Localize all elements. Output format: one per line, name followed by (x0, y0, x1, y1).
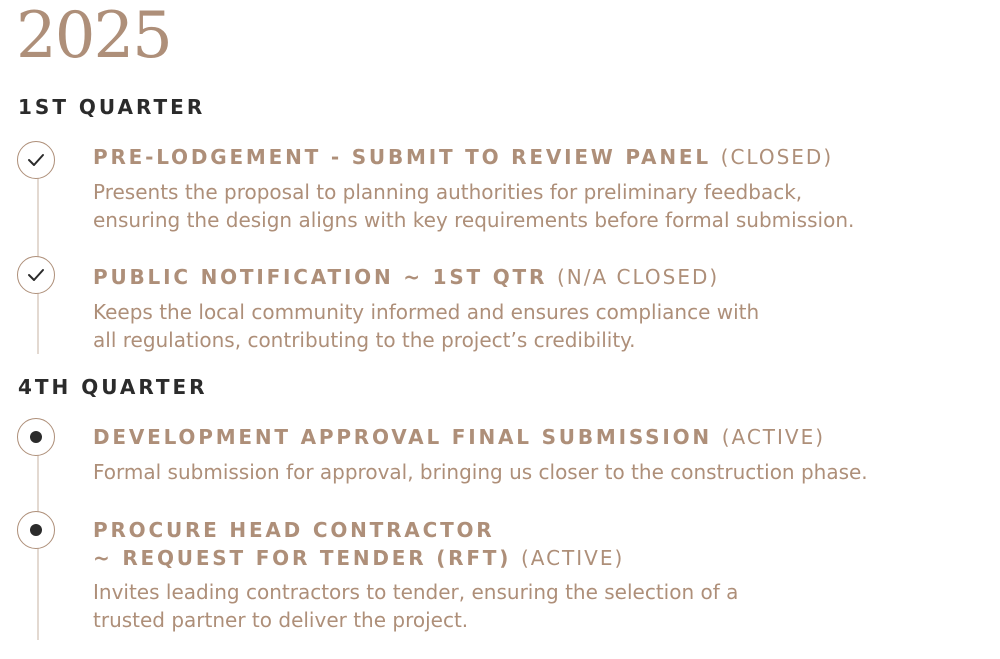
description-line: Keeps the local community informed and ensures compliance with (93, 300, 760, 324)
active-dot-icon (30, 524, 42, 536)
milestone-title-text: PRE-LODGEMENT - SUBMIT TO REVIEW PANEL (93, 145, 711, 169)
active-marker (17, 511, 55, 549)
description-line: ensuring the design aligns with key requirements before formal submission. (93, 208, 855, 232)
description-line: Presents the proposal to planning authorities for preliminary feedback, (93, 180, 803, 204)
milestone-status: (ACTIVE) (520, 546, 625, 570)
active-marker (17, 418, 55, 456)
quarter-heading-q1: 1ST QUARTER (18, 95, 206, 119)
milestone-title (93, 516, 624, 572)
quarter-heading-q4: 4TH QUARTER (18, 375, 208, 399)
milestone-title-text: DEVELOPMENT APPROVAL FINAL SUBMISSION (93, 425, 712, 449)
checkmark-icon (27, 268, 45, 282)
milestone-title-text: ~ REQUEST FOR TENDER (RFT) (93, 546, 512, 570)
milestone-status: (N/A CLOSED) (556, 265, 720, 289)
completed-marker (17, 141, 55, 179)
description-line: Invites leading contractors to tender, ensuring the selection of a (93, 580, 739, 604)
milestone-title (93, 143, 833, 171)
milestone-status: (CLOSED) (720, 145, 834, 169)
milestone-description (93, 458, 868, 486)
milestone-title (93, 263, 719, 291)
description-line: trusted partner to deliver the project. (93, 608, 469, 632)
milestone-title-line (93, 544, 624, 572)
milestone-title-text: PUBLIC NOTIFICATION ~ 1ST QTR (93, 265, 548, 289)
milestone-description (93, 298, 759, 354)
milestone-title (93, 423, 825, 451)
year-heading: 2025 (16, 0, 171, 73)
description-line: all regulations, contributing to the project’s credibility. (93, 328, 636, 352)
milestone-title-line: PROCURE HEAD CONTRACTOR (93, 518, 495, 542)
completed-marker (17, 256, 55, 294)
milestone-description (93, 578, 738, 634)
description-line: Formal submission for approval, bringing us closer to the construction phase. (93, 460, 868, 484)
active-dot-icon (30, 431, 42, 443)
milestone-status: (ACTIVE) (721, 425, 826, 449)
checkmark-icon (27, 153, 45, 167)
milestone-description (93, 178, 854, 234)
